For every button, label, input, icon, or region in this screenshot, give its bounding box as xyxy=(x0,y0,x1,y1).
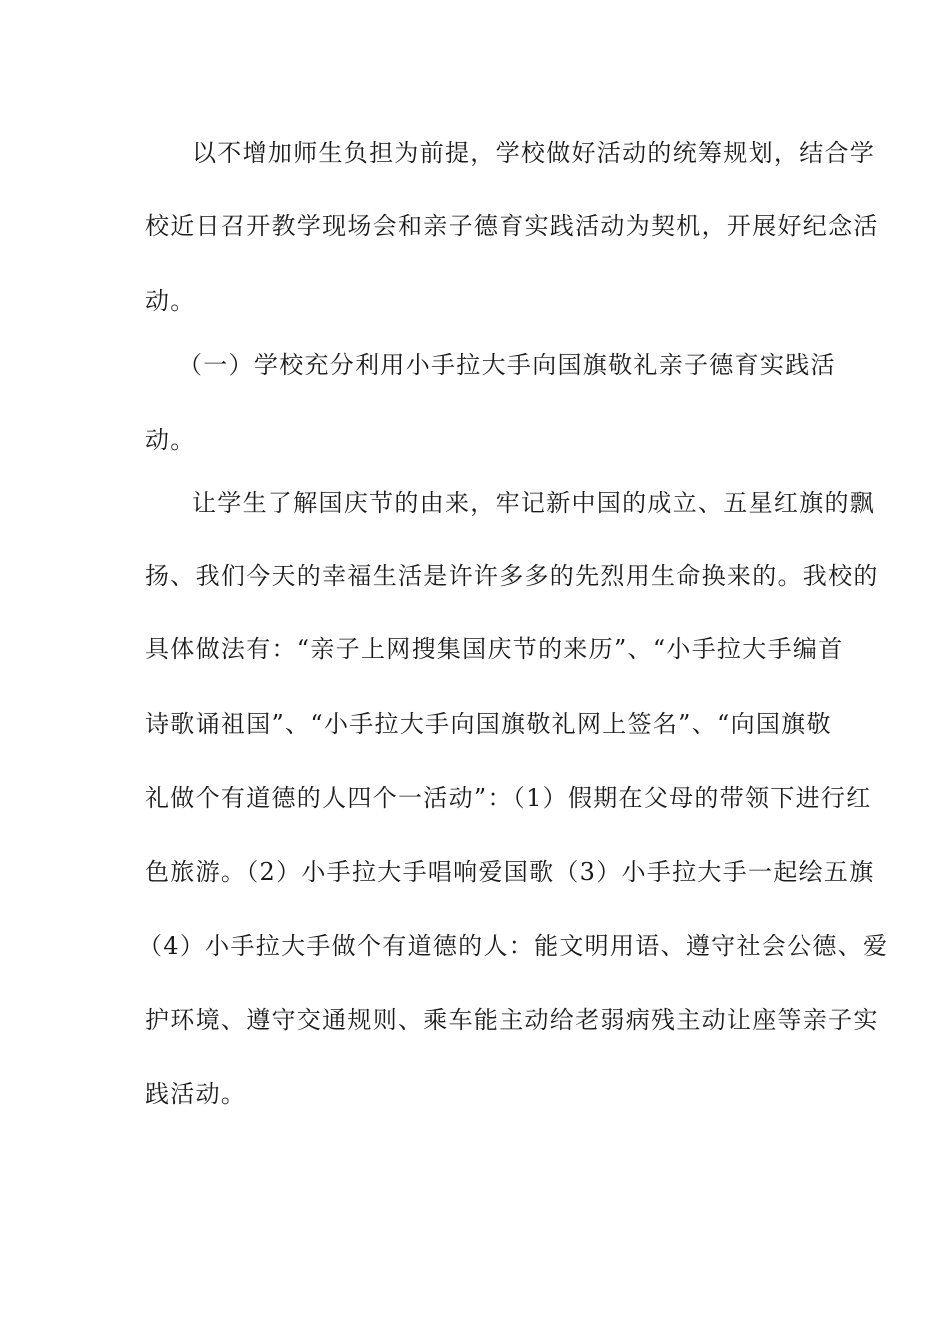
section-heading-line-2: 动。 xyxy=(145,426,196,454)
paragraph-2-line-4: 诗歌诵祖国”、“小手拉大手向国旗敬礼网上签名”、“向国旗敬 xyxy=(145,710,832,738)
paragraph-2-line-3: 具体做法有：“亲子上网搜集国庆节的来历”、“小手拉大手编首 xyxy=(145,635,844,663)
paragraph-2-line-6: 色旅游。（2）小手拉大手唱响爱国歌（3）小手拉大手一起绘五旗 xyxy=(145,858,875,886)
paragraph-2-line-7: （4）小手拉大手做个有道德的人：能文明用语、遵守社会公德、爱 xyxy=(138,932,889,960)
paragraph-2-line-9: 践活动。 xyxy=(145,1080,247,1108)
paragraph-1-line-2: 校近日召开教学现场会和亲子德育实践活动为契机，开展好纪念活 xyxy=(145,212,879,240)
section-heading-line-1: （一）学校充分利用小手拉大手向国旗敬礼亲子德育实践活 xyxy=(178,351,836,379)
paragraph-2-line-8: 护环境、遵守交通规则、乘车能主动给老弱病残主动让座等亲子实 xyxy=(145,1006,879,1034)
paragraph-2-line-5: 礼做个有道德的人四个一活动”：（1）假期在父母的带领下进行红 xyxy=(145,784,872,812)
paragraph-2-line-1: 让学生了解国庆节的由来，牢记新中国的成立、五星红旗的飘 xyxy=(192,489,876,517)
paragraph-1-line-3: 动。 xyxy=(145,287,196,315)
paragraph-1-line-1: 以不增加师生负担为前提，学校做好活动的统筹规划，结合学 xyxy=(192,139,876,167)
paragraph-2-line-2: 扬、我们今天的幸福生活是许许多多的先烈用生命换来的。我校的 xyxy=(145,562,879,590)
